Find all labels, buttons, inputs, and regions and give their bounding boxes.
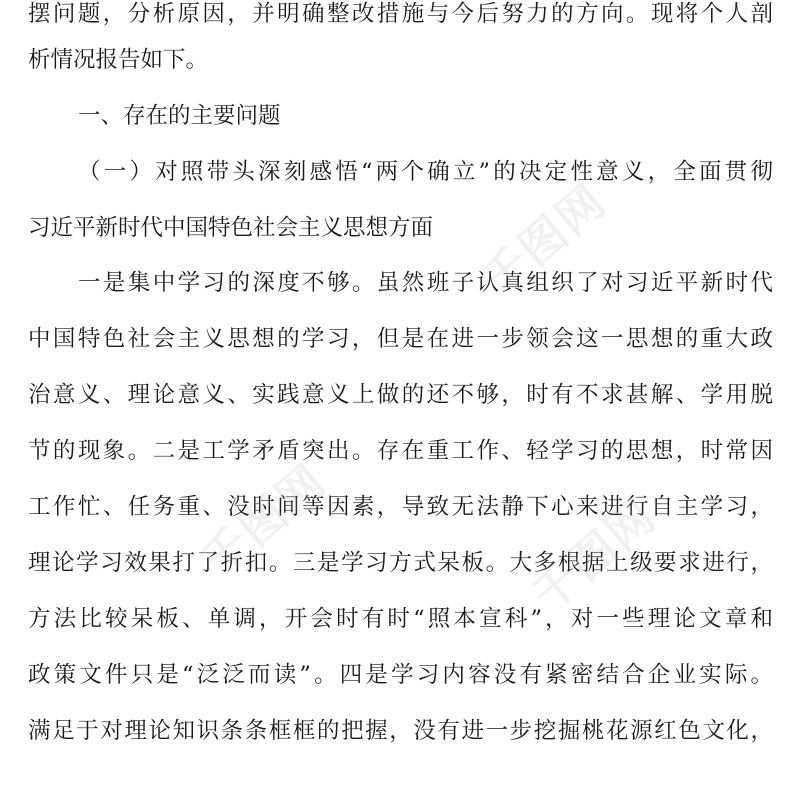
subsection-heading-line-1: （一）对照带头深刻感悟“两个确立”的决定性意义，全面贯彻	[78, 159, 773, 185]
text-line-7: 中国特色社会主义思想的学习，但是在进一步领会这一思想的重大政	[28, 326, 773, 352]
text-line-12: 方法比较呆板、单调，开会时有时“照本宣科”，对一些理论文章和	[28, 606, 773, 632]
text-line-8: 治意义、理论意义、实践意义上做的还不够，时有不求甚解、学用脱	[28, 382, 773, 408]
text-line-10: 工作忙、任务重、没时间等因素，导致无法静下心来进行自主学习，	[28, 494, 773, 520]
watermark-2: 千图网	[191, 453, 337, 588]
text-line-14: 满足于对理论知识条条框框的把握，没有进一步挖掘桃花源红色文化，	[28, 718, 773, 744]
watermark-1: 千图网	[471, 173, 617, 308]
text-line-6: 一是集中学习的深度不够。虽然班子认真组织了对习近平新时代	[78, 270, 773, 296]
text-line-11: 理论学习效果打了折扣。三是学习方式呆板。大多根据上级要求进行，	[28, 550, 773, 576]
text-line-13: 政策文件只是“泛泛而读”。四是学习内容没有紧密结合企业实际。	[28, 662, 773, 688]
text-line-2: 析情况报告如下。	[28, 47, 209, 73]
watermark-3: 千图网	[521, 488, 667, 623]
subsection-heading-line-2: 习近平新时代中国特色社会主义思想方面	[28, 215, 434, 241]
text-line-9: 节的现象。二是工学矛盾突出。存在重工作、轻学习的思想，时常因	[28, 438, 773, 464]
section-heading: 一、存在的主要问题	[78, 103, 281, 129]
text-line-1: 摆问题，分析原因，并明确整改措施与今后努力的方向。现将个人剖	[28, 1, 773, 27]
